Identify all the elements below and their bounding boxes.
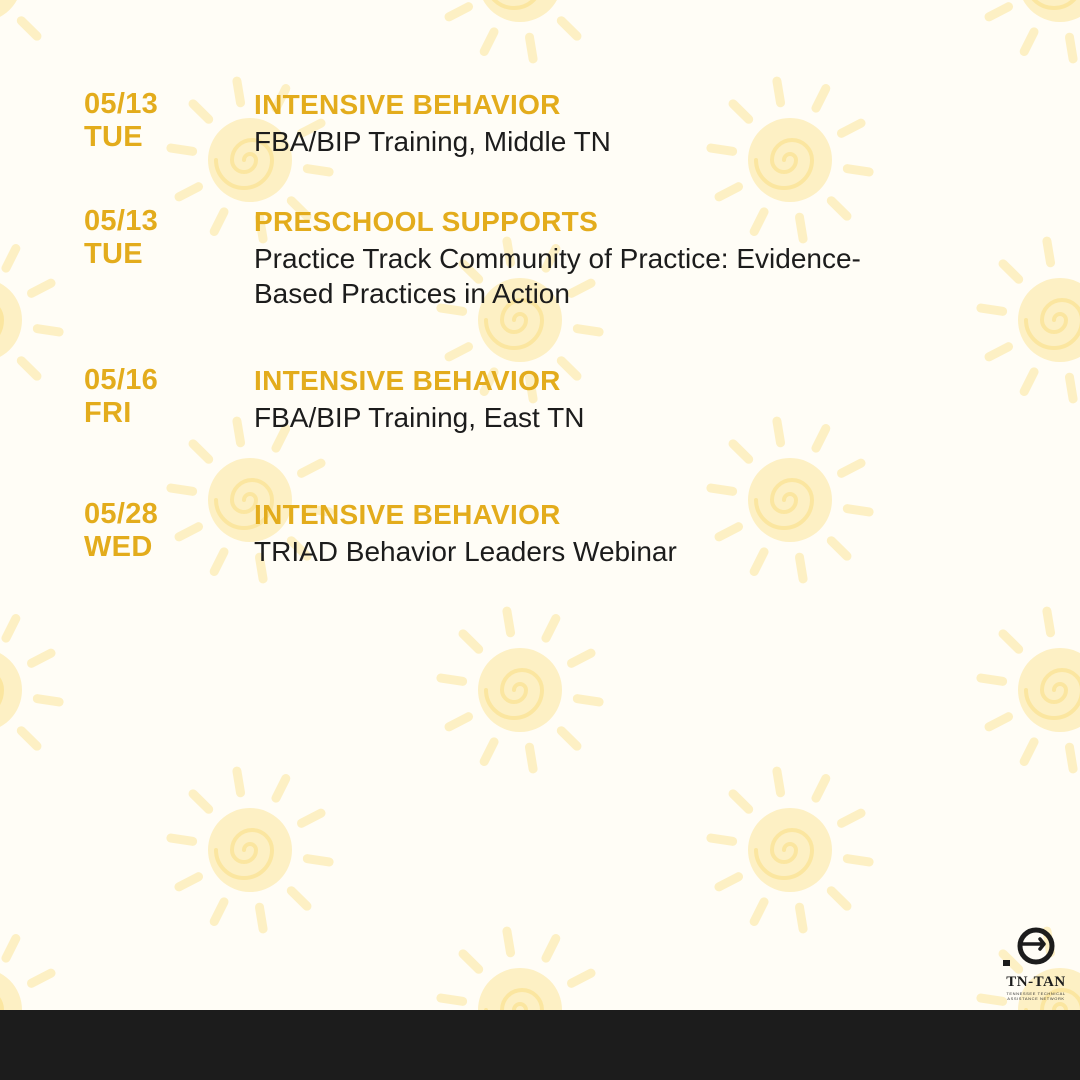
event-category: INTENSIVE BEHAVIOR xyxy=(254,365,561,396)
event-category: INTENSIVE BEHAVIOR xyxy=(254,89,561,120)
event-date xyxy=(84,205,234,271)
tn-tan-logo xyxy=(1000,924,1072,1004)
event-date-number: 05/28 xyxy=(84,498,159,530)
event-category: INTENSIVE BEHAVIOR xyxy=(254,499,561,530)
event-title: Practice Track Community of Practice: Evidence-Based Practices in Action xyxy=(254,243,861,309)
event-date-number: 05/13 xyxy=(84,205,159,237)
event-title: FBA/BIP Training, East TN xyxy=(254,402,585,433)
event-title: FBA/BIP Training, Middle TN xyxy=(254,126,611,157)
logo-name: TN-TAN xyxy=(1006,974,1066,990)
event-day: WED xyxy=(84,531,153,563)
event-day: TUE xyxy=(84,121,143,153)
tn-tan-emblem-icon xyxy=(1000,924,1072,972)
event-date-number: 05/16 xyxy=(84,364,159,396)
event-day: TUE xyxy=(84,238,143,270)
event-date xyxy=(84,498,234,564)
event-date xyxy=(84,364,234,430)
event-date xyxy=(84,88,234,154)
event-day: FRI xyxy=(84,397,132,429)
event-title: TRIAD Behavior Leaders Webinar xyxy=(254,536,677,567)
footer-bar xyxy=(0,1010,1080,1080)
event-category: PRESCHOOL SUPPORTS xyxy=(254,206,599,237)
event-date-number: 05/13 xyxy=(84,88,159,120)
logo-tagline: TENNESSEE TECHNICAL ASSISTANCE NETWORK xyxy=(1006,991,1066,1001)
